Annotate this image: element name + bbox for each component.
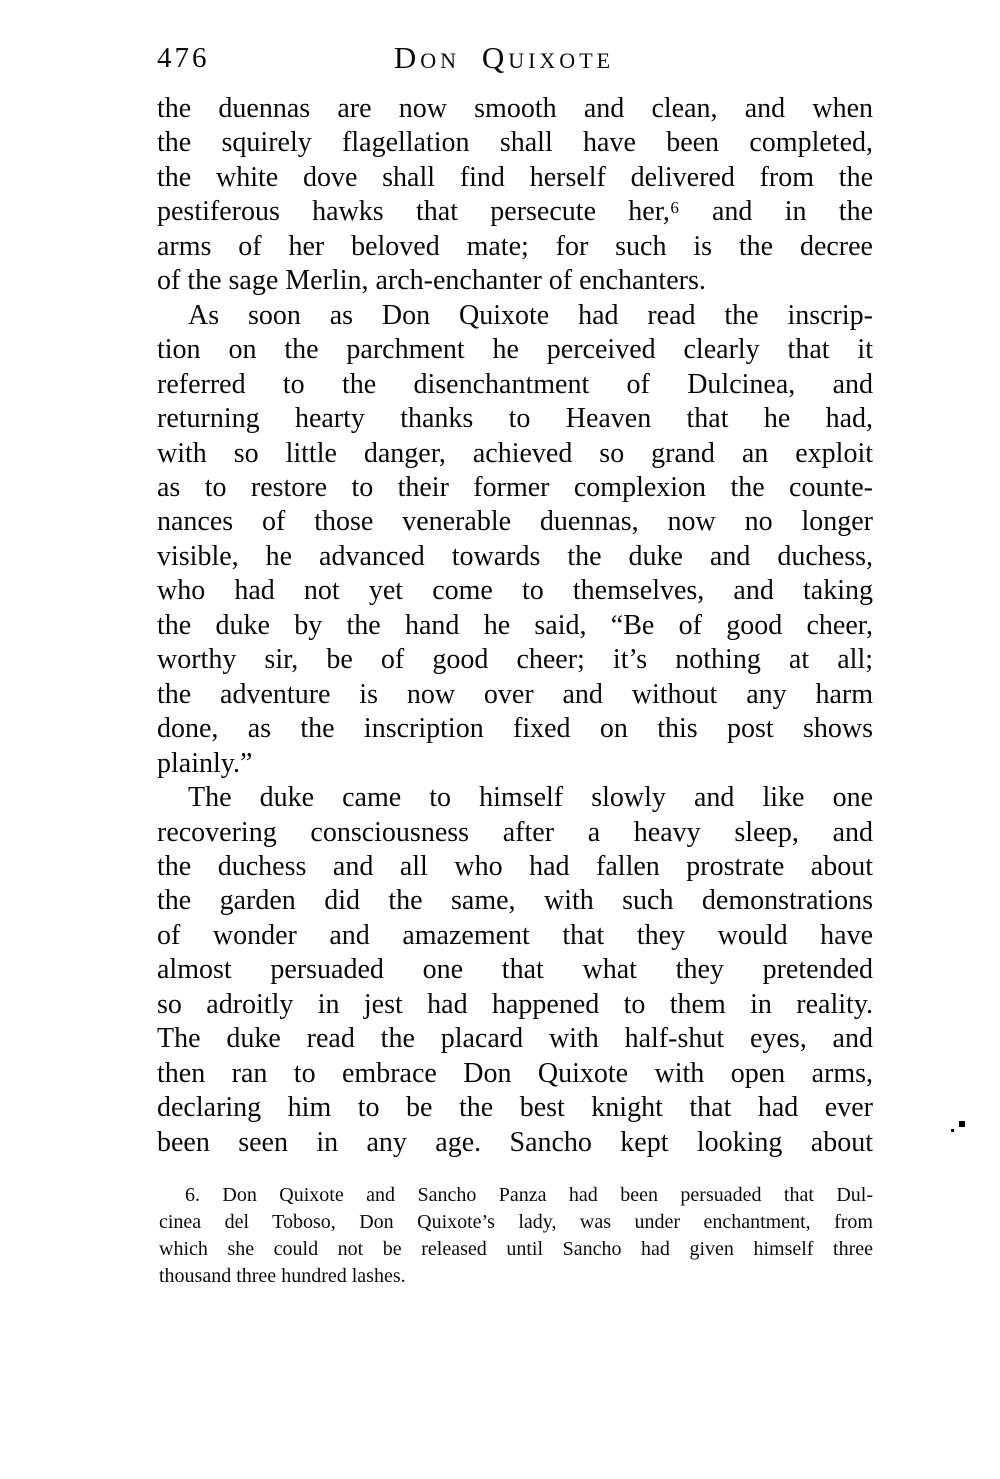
running-title: Don Quixote xyxy=(393,40,615,75)
text-line: tion on the parchment he perceived clearly that it xyxy=(157,334,873,366)
text-line: done, as the inscription fixed on this post shows xyxy=(157,713,873,745)
paragraph xyxy=(157,92,873,299)
text-line: as to restore to their former complexion the counte- xyxy=(157,471,873,503)
text-line: the duchess and all who had fallen prostrate about xyxy=(157,850,873,882)
text-line: worthy sir, be of good cheer; it’s nothing at all; xyxy=(157,644,873,676)
footnote-line: thousand three hundred lashes. xyxy=(159,1265,406,1287)
text-line: then ran to embrace Don Quixote with open arms, xyxy=(157,1057,873,1089)
text-line: of wonder and amazement that they would have xyxy=(157,919,873,951)
body-text xyxy=(157,92,873,1160)
text-line: the garden did the same, with such demonstrations xyxy=(157,885,873,917)
text-line: recovering consciousness after a heavy sleep, and xyxy=(157,816,873,848)
page-header xyxy=(157,40,873,76)
text-line: so adroitly in jest had happened to them in reality. xyxy=(157,988,873,1020)
text-line: The duke read the placard with half-shut eyes, and xyxy=(157,1023,873,1055)
page-number: 476 xyxy=(157,42,210,74)
text-line: who had not yet come to themselves, and taking xyxy=(157,575,873,607)
text-line: arms of her beloved mate; for such is the decree xyxy=(157,230,873,262)
text-line: of the sage Merlin, arch-enchanter of enchanters. xyxy=(157,265,706,297)
scan-speck xyxy=(959,1121,965,1127)
paragraph xyxy=(157,781,873,1160)
paragraph xyxy=(157,299,873,781)
text-line: the white dove shall find herself delivered from the xyxy=(157,161,873,193)
footnote xyxy=(159,1182,873,1290)
text-line: with so little danger, achieved so grand an exploit xyxy=(157,437,873,469)
footnote-line: 6. Don Quixote and Sancho Panza had been persuaded that Dul- xyxy=(185,1184,873,1206)
footnote-line: cinea del Toboso, Don Quixote’s lady, was under enchantment, from xyxy=(159,1211,873,1233)
text-line: As soon as Don Quixote had read the inscrip- xyxy=(188,299,873,331)
text-line: pestiferous hawks that persecute her,⁶ and in the xyxy=(157,196,873,228)
text-line: the adventure is now over and without any harm xyxy=(157,678,873,710)
text-line: visible, he advanced towards the duke and duchess, xyxy=(157,540,873,572)
text-line: referred to the disenchantment of Dulcinea, and xyxy=(157,368,873,400)
text-line: almost persuaded one that what they pretended xyxy=(157,954,873,986)
text-line: nances of those venerable duennas, now no longer xyxy=(157,506,873,538)
text-line: the squirely flagellation shall have been completed, xyxy=(157,127,873,159)
text-line: The duke came to himself slowly and like one xyxy=(188,782,873,814)
footnote-line: which she could not be released until Sancho had given himself three xyxy=(159,1238,873,1260)
text-line: plainly.” xyxy=(157,747,253,779)
text-line: the duennas are now smooth and clean, and when xyxy=(157,93,873,124)
text-line: been seen in any age. Sancho kept looking about xyxy=(157,1126,873,1158)
text-line: returning hearty thanks to Heaven that he had, xyxy=(157,403,873,435)
text-line: declaring him to be the best knight that had ever xyxy=(157,1092,873,1124)
text-line: the duke by the hand he said, “Be of good cheer, xyxy=(157,609,873,641)
scan-speck xyxy=(951,1129,954,1132)
